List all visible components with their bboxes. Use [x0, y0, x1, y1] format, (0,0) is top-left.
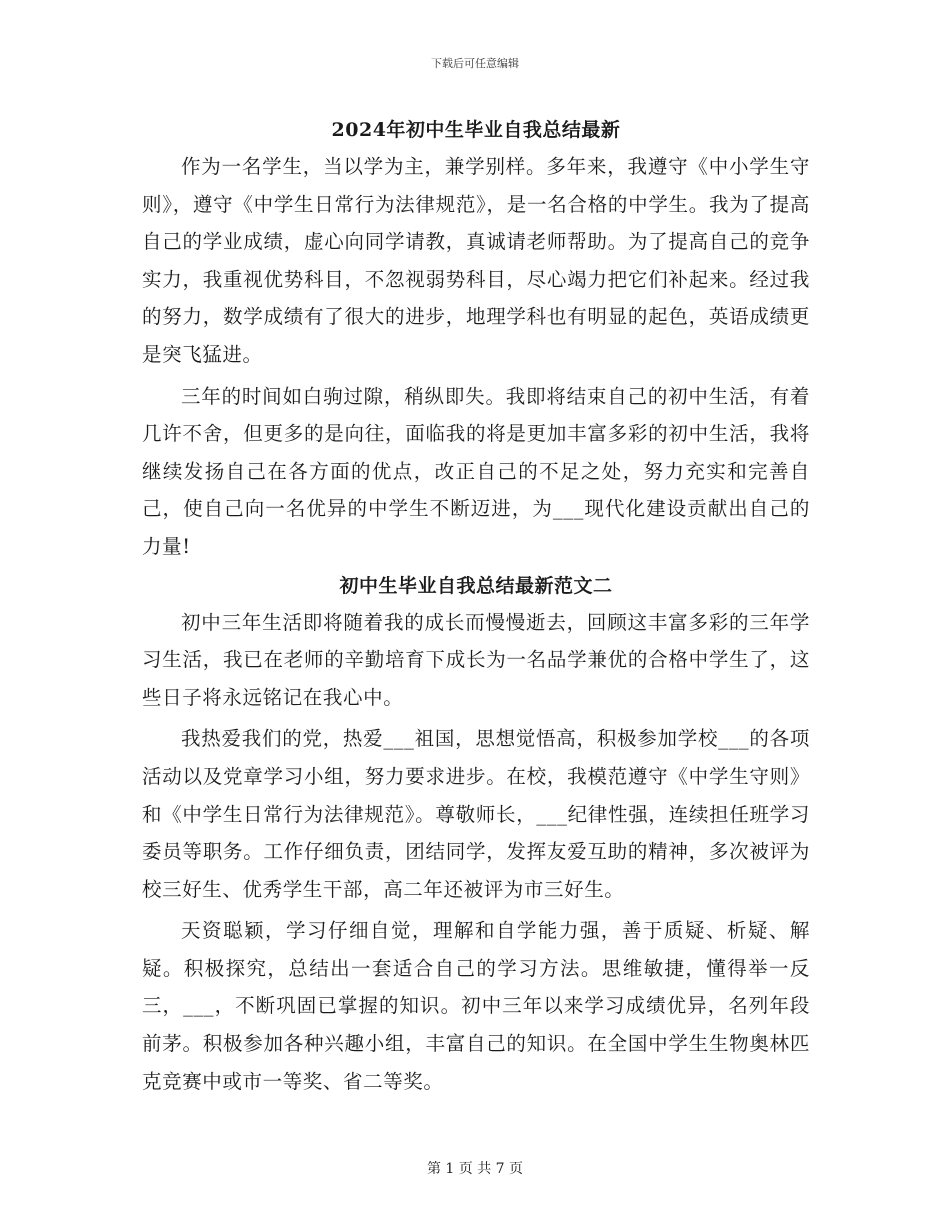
- paragraph: 作为一名学生，当以学为主，兼学别样。多年来，我遵守《中小学生守则》，遵守《中学生日常行为法律规范》，是一名合格的中学生。我为了提高自己的学业成绩，虚心向同学请教，真诚请老师帮助。为了提高自己的竞争实力，我重视优势科目，不忽视弱势科目，尽心竭力把它们补起来。经过我的努力，数学成绩有了很大的进步，地理学科也有明显的起色，英语成绩更是突飞猛进。: [142, 155, 810, 366]
- document-body: [142, 112, 810, 1100]
- header-note: 下载后可任意编辑: [431, 57, 519, 70]
- paragraph: 天资聪颖，学习仔细自觉，理解和自学能力强，善于质疑、析疑、解疑。积极探究，总结出一套适合自己的学习方法。思维敏捷，懂得举一反三，___，不断巩固已掌握的知识。初中三年以来学习成绩优异，名列年段前茅。积极参加各种兴趣小组，丰富自己的知识。在全国中学生生物奥林匹克竞赛中或市一等奖、省二等奖。: [142, 919, 810, 1093]
- section-title: 初中生毕业自我总结最新范文二: [339, 574, 613, 597]
- paragraph: 三年的时间如白驹过隙，稍纵即失。我即将结束自己的初中生活，有着几许不舍，但更多的是向往，面临我的将是更加丰富多彩的初中生活，我将继续发扬自己在各方面的优点，改正自己的不足之处，努力充实和完善自己，使自己向一名优异的中学生不断迈进，为___现代化建设贡献出自己的力量!: [142, 384, 810, 558]
- document-title: 2024年初中生毕业自我总结最新: [331, 119, 621, 141]
- page-number: 第 1 页 共 7 页: [426, 1161, 524, 1177]
- paragraph: 我热爱我们的党，热爱___祖国，思想觉悟高，积极参加学校___的各项活动以及党章学习小组，努力要求进步。在校，我模范遵守《中学生守则》和《中学生日常行为法律规范》。尊敬师长，___纪律性强，连续担任班学习委员等职务。工作仔细负责，团结同学，发挥友爱互助的精神，多次被评为校三好生、优秀学生干部，高二年还被评为市三好生。: [142, 727, 810, 901]
- paragraph: 初中三年生活即将随着我的成长而慢慢逝去，回顾这丰富多彩的三年学习生活，我已在老师的辛勤培育下成长为一名品学兼优的合格中学生了，这些日子将永远铭记在我心中。: [142, 610, 810, 709]
